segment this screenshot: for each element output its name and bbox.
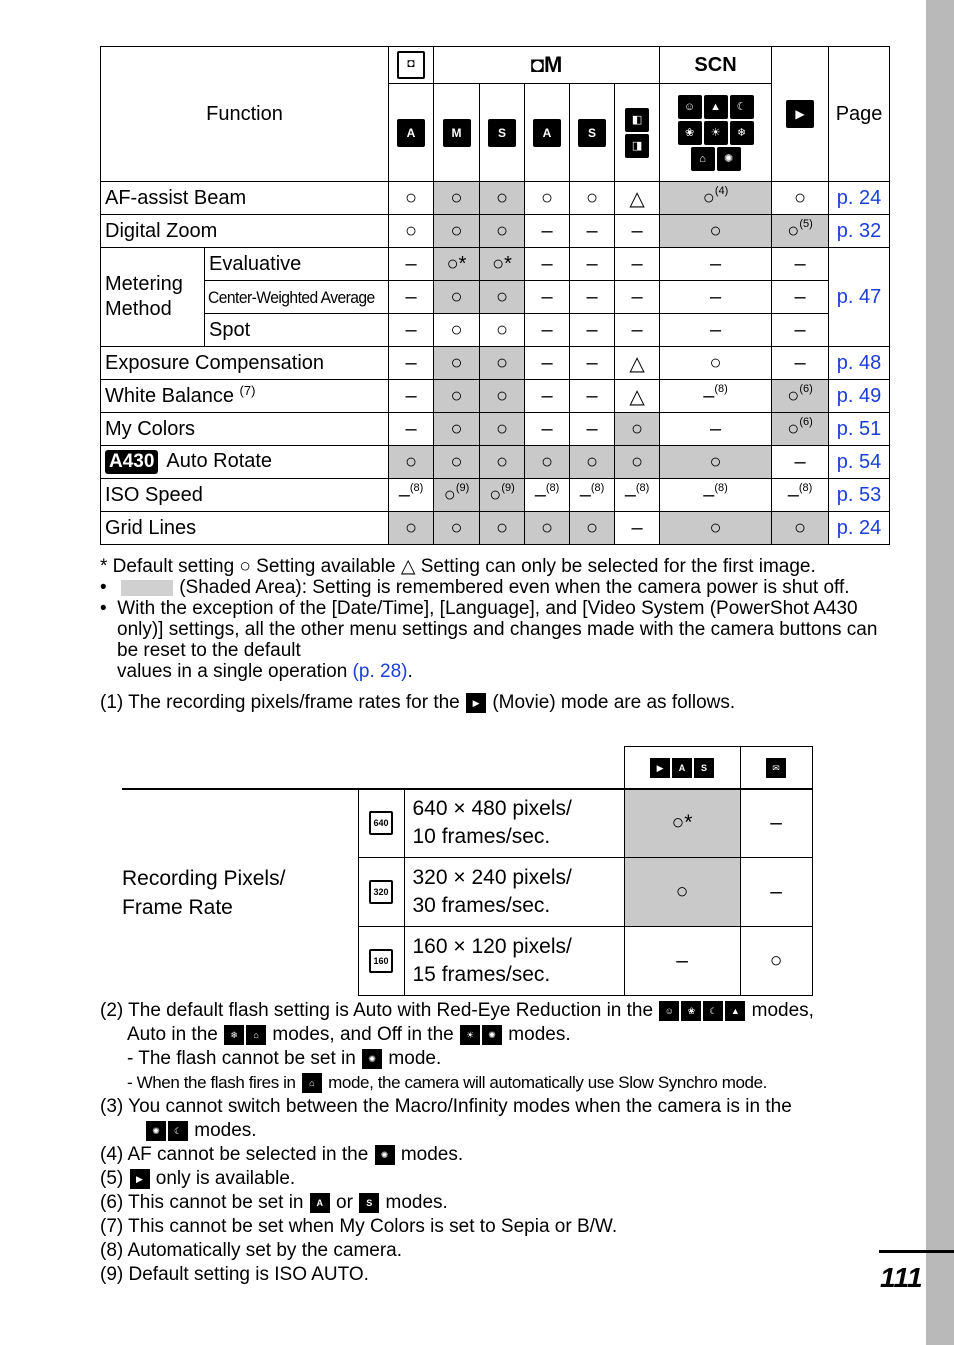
page-link[interactable]: p. 47 <box>829 248 890 347</box>
email-movie-icon: ✉ <box>766 758 786 778</box>
cell: ○ <box>570 512 615 545</box>
page-link[interactable]: p. 53 <box>829 479 890 512</box>
row-metering-center <box>101 281 890 314</box>
group-movie <box>772 47 829 182</box>
footnote-1 <box>100 692 880 713</box>
fn-text: - The flash cannot be set in <box>127 1048 356 1069</box>
beach-icon: ☀ <box>704 121 728 145</box>
cell: – <box>772 248 829 281</box>
row-label: Grid Lines <box>101 512 389 545</box>
cell: – <box>740 858 812 927</box>
page-link[interactable]: p. 51 <box>829 413 890 446</box>
color-swap-icon: S <box>578 119 606 147</box>
color-accent-icon: A <box>310 1193 330 1213</box>
fn-text: (5) <box>100 1168 124 1189</box>
cell: ○ <box>660 446 772 479</box>
indoor-icon: ⌂ <box>691 147 715 171</box>
cell: – <box>570 347 615 380</box>
row-label: Auto Rotate <box>166 450 273 472</box>
color-swap-icon: S <box>694 758 714 778</box>
footnote-ref: (4) <box>714 184 729 197</box>
stitch-left-icon: ◧ <box>625 108 649 132</box>
footnote-1-text-2: (Movie) mode are as follows. <box>492 692 736 713</box>
movie-icon: ▶ <box>466 693 486 713</box>
cell: ○ <box>480 215 525 248</box>
footnote-ref: (8) <box>590 481 605 494</box>
row-digital-zoom <box>101 215 890 248</box>
cell: – <box>772 446 829 479</box>
row-label: Digital Zoom <box>101 215 389 248</box>
cell: – <box>579 483 591 506</box>
cell: – <box>615 248 660 281</box>
row-label-2: Frame Rate <box>122 895 233 919</box>
cell: ○* <box>434 248 480 281</box>
snow-icon: ❄ <box>730 121 754 145</box>
cell: – <box>525 314 570 347</box>
cell: ○ <box>480 314 525 347</box>
table-notes <box>100 556 880 713</box>
cell: ○ <box>615 446 660 479</box>
indoor-icon: ⌂ <box>302 1073 322 1093</box>
cell: ○ <box>434 182 480 215</box>
shaded-note: • (Shaded Area): Setting is remembered even when the camera power is shut off. <box>100 577 850 598</box>
color-accent-icon: A <box>672 758 692 778</box>
frame-rate-text: 10 frames/sec. <box>412 825 551 849</box>
row-grid-lines <box>101 512 890 545</box>
cell: ○ <box>624 858 740 927</box>
cell: ○ <box>434 413 480 446</box>
landscape-icon: ▲ <box>725 1001 745 1021</box>
landscape-icon: ▲ <box>704 95 728 119</box>
fn-text: modes. <box>194 1120 257 1141</box>
cell: – <box>624 483 636 506</box>
cell: – <box>660 314 772 347</box>
cell: ○ <box>434 281 480 314</box>
row-my-colors <box>101 413 890 446</box>
footnote-ref: (8) <box>409 481 424 494</box>
shade-swatch <box>121 580 173 596</box>
cell: ○ <box>787 417 800 440</box>
resolution-text: 640 × 480 pixels/ <box>412 797 572 821</box>
cell: – <box>389 248 434 281</box>
foliage-icon: ❀ <box>678 121 702 145</box>
row-label: AF-assist Beam <box>101 182 389 215</box>
cell: – <box>525 215 570 248</box>
movie-row-640 <box>122 789 812 858</box>
row-label: White Balance <box>105 384 234 407</box>
cell: ○ <box>434 380 480 413</box>
night-scene-icon: ☾ <box>730 95 754 119</box>
group-auto <box>389 47 434 84</box>
size-640-icon: 640 <box>369 811 393 835</box>
cell: – <box>389 281 434 314</box>
cell: – <box>525 413 570 446</box>
cell: ○ <box>615 413 660 446</box>
cell: ○ <box>480 413 525 446</box>
footnote-ref: (8) <box>714 481 728 494</box>
shaded-note-text: (Shaded Area): Setting is remembered even when the camera power is shut off. <box>179 577 850 598</box>
page-edge-bar <box>926 0 954 1345</box>
reset-note: • With the exception of the [Date/Time], [Language], and [Video System (PowerShot A430 only)] settings, all the other menu settings and changes made with the camera buttons can be reset to the default values in a single operation (p. 28). <box>100 598 878 682</box>
beach-icon: ☀ <box>460 1025 480 1045</box>
cell: – <box>660 281 772 314</box>
row-label: Recording Pixels/ <box>122 866 286 890</box>
row-label: Exposure Compensation <box>101 347 389 380</box>
row-label: ISO Speed <box>101 479 389 512</box>
manual-mode-icon: M <box>443 119 471 147</box>
cell: ○ <box>443 483 456 506</box>
portrait-icon: ☺ <box>678 95 702 119</box>
row-auto-rotate <box>101 446 890 479</box>
cell: – <box>389 380 434 413</box>
fn-text: Auto in the <box>127 1024 218 1045</box>
footnote-4 <box>100 1143 880 1167</box>
fireworks-icon: ✺ <box>717 147 741 171</box>
fireworks-icon: ✺ <box>482 1025 502 1045</box>
row-metering-evaluative <box>101 248 890 281</box>
cell: ○ <box>489 483 502 506</box>
night-scene-icon: ☾ <box>703 1001 723 1021</box>
cell: ○ <box>570 182 615 215</box>
cell: △ <box>615 380 660 413</box>
cell: ○ <box>702 186 715 209</box>
snow-icon: ❄ <box>224 1025 244 1045</box>
group-scn: SCN <box>660 47 772 84</box>
fn-text: modes. <box>385 1192 448 1213</box>
night-scene-icon: ☾ <box>168 1121 188 1141</box>
row-exposure <box>101 347 890 380</box>
portrait-icon: ☺ <box>659 1001 679 1021</box>
cell: ○* <box>624 789 740 858</box>
fn-text: (2) The default flash setting is Auto with Red-Eye Reduction in the <box>100 1000 654 1021</box>
cell: ○ <box>787 384 800 407</box>
cell: ○ <box>772 182 829 215</box>
fn-text: modes, and Off in the <box>272 1024 454 1045</box>
fn-text: mode. <box>388 1048 442 1069</box>
fn-text: or <box>336 1192 353 1213</box>
cell: – <box>624 927 740 996</box>
cell: ○ <box>389 182 434 215</box>
cell: ○ <box>570 446 615 479</box>
cell: – <box>772 281 829 314</box>
resolution-text: 320 × 240 pixels/ <box>412 866 572 889</box>
cell: – <box>570 380 615 413</box>
cell: – <box>398 483 410 506</box>
fn-text: mode, the camera will automatically use Slow Synchro mode. <box>328 1073 767 1092</box>
cell: – <box>787 483 799 506</box>
size-160-icon: 160 <box>369 949 393 973</box>
cell: – <box>570 314 615 347</box>
fireworks-icon: ✺ <box>375 1145 395 1165</box>
page-link[interactable]: p. 24 <box>829 512 890 545</box>
page-link[interactable]: p. 49 <box>829 380 890 413</box>
footnote-ref: (8) <box>635 481 650 494</box>
footnote-ref: (6) <box>799 382 813 395</box>
stitch-right-icon: ◨ <box>625 134 649 158</box>
color-accent-icon: A <box>533 119 561 147</box>
size-320-icon: 320 <box>369 880 393 904</box>
cell: ○ <box>434 215 480 248</box>
cell: ○ <box>389 446 434 479</box>
group-manual-label: M <box>544 52 563 77</box>
fn-text: (4) AF cannot be selected in the <box>100 1144 369 1165</box>
camera-m-icon: ◘ <box>530 52 544 77</box>
header-page: Page <box>829 47 890 182</box>
cell: ○ <box>480 446 525 479</box>
cell: ○ <box>434 512 480 545</box>
footnote-ref: (9) <box>455 481 470 494</box>
cell: – <box>772 347 829 380</box>
legend-note: * Default setting ○ Setting available △ Setting can only be selected for the first image. <box>100 556 816 577</box>
cell: – <box>660 248 772 281</box>
movie-icon: ▶ <box>650 758 670 778</box>
cell: – <box>525 248 570 281</box>
row-white-balance <box>101 380 890 413</box>
movie-header-row <box>122 747 812 789</box>
page-number-rule <box>879 1250 954 1253</box>
cell: – <box>389 314 434 347</box>
cell: – <box>615 281 660 314</box>
cell: – <box>703 384 715 407</box>
row-iso-speed <box>101 479 890 512</box>
cell: – <box>525 347 570 380</box>
footnote-6 <box>100 1191 880 1215</box>
row-label: Spot <box>205 314 389 347</box>
movie-icon: ▶ <box>130 1169 150 1189</box>
cell: ○* <box>480 248 525 281</box>
auto-mode-icon: A <box>397 119 425 147</box>
cell: ○ <box>480 512 525 545</box>
footnote-2 <box>100 999 880 1095</box>
row-label: Center-Weighted Average <box>208 287 375 307</box>
cell: ○ <box>660 215 772 248</box>
indoor-icon: ⌂ <box>246 1025 266 1045</box>
cell: △ <box>615 182 660 215</box>
footnote-ref: (8) <box>798 481 813 494</box>
cell: ○ <box>480 182 525 215</box>
cell: – <box>570 215 615 248</box>
resolution-text: 160 × 120 pixels/ <box>412 935 572 958</box>
cell: – <box>525 380 570 413</box>
camera-icon: ◘ <box>397 51 425 79</box>
cell: ○ <box>772 512 829 545</box>
footnote-ref: (8) <box>714 382 728 395</box>
function-table <box>100 46 890 545</box>
a430-badge: A430 <box>105 450 158 474</box>
fn-text: modes. <box>400 1144 464 1165</box>
fn-text: modes. <box>508 1024 571 1045</box>
row-label: My Colors <box>101 413 389 446</box>
footnote-ref: (5) <box>799 217 813 230</box>
frame-rate-text: 30 frames/sec. <box>412 894 551 917</box>
group-manual <box>434 47 660 84</box>
cell: ○ <box>480 281 525 314</box>
fn-text: (6) This cannot be set in <box>100 1192 304 1213</box>
cell: ○ <box>525 446 570 479</box>
movie-icon: ▶ <box>786 100 814 128</box>
footnote-5 <box>100 1167 880 1191</box>
cell: – <box>772 314 829 347</box>
cell: – <box>660 413 772 446</box>
footnote-ref: (8) <box>545 481 560 494</box>
cell: ○ <box>389 215 434 248</box>
cell: ○ <box>740 927 812 996</box>
footnote-8: (8) Automatically set by the camera. <box>100 1240 403 1261</box>
cell: – <box>615 215 660 248</box>
cell: ○ <box>660 347 772 380</box>
fireworks-icon: ✺ <box>146 1121 166 1141</box>
cell: – <box>389 413 434 446</box>
row-group-label: Metering Method <box>101 248 205 347</box>
special-mode-icon: S <box>488 119 516 147</box>
page-link[interactable]: p. 54 <box>829 446 890 479</box>
row-label: Evaluative <box>205 248 389 281</box>
cell: ○ <box>434 347 480 380</box>
color-swap-icon: S <box>359 1193 379 1213</box>
frame-rate-text: 15 frames/sec. <box>412 963 551 986</box>
header-function: Function <box>101 47 389 182</box>
page-link[interactable]: p. 32 <box>829 215 890 248</box>
foliage-icon: ❀ <box>681 1001 701 1021</box>
reset-page-link[interactable]: (p. 28) <box>352 661 408 682</box>
cell: ○ <box>525 182 570 215</box>
cell: – <box>615 314 660 347</box>
cell: ○ <box>660 512 772 545</box>
footnote-1-text: (1) The recording pixels/frame rates for the <box>100 692 460 713</box>
reset-note-text: With the exception of the [Date/Time], [Language], and [Video System (PowerShot A430 only)] settings, all the other menu settings and changes made with the camera buttons can be reset to the default <box>117 598 878 661</box>
row-af-assist <box>101 182 890 215</box>
cell: △ <box>615 347 660 380</box>
cell: – <box>389 347 434 380</box>
cell: – <box>703 483 715 506</box>
header-row-groups <box>101 47 890 84</box>
cell: ○ <box>787 219 800 242</box>
fn-text: modes, <box>751 1000 814 1021</box>
fireworks-icon: ✺ <box>362 1049 382 1069</box>
cell: – <box>570 281 615 314</box>
page-number: 111 <box>880 1262 923 1293</box>
footnote-ref: (9) <box>501 481 515 494</box>
cell: – <box>534 483 546 506</box>
cell: – <box>525 281 570 314</box>
footnote-ref: (6) <box>799 415 813 428</box>
footnote-ref: (7) <box>239 382 256 398</box>
cell: ○ <box>480 347 525 380</box>
movie-table <box>122 746 813 996</box>
footnote-9: (9) Default setting is ISO AUTO. <box>100 1264 369 1285</box>
reset-note-text-2: values in a single operation <box>117 661 348 682</box>
page-link[interactable]: p. 48 <box>829 347 890 380</box>
cell: – <box>570 413 615 446</box>
cell: ○ <box>434 446 480 479</box>
cell: ○ <box>480 380 525 413</box>
fn-text: - When the flash fires in <box>127 1073 296 1092</box>
cell: ○ <box>434 314 480 347</box>
cell: – <box>570 248 615 281</box>
cell: ○ <box>525 512 570 545</box>
footnote-3 <box>100 1095 880 1143</box>
row-metering-spot <box>101 314 890 347</box>
footnote-7: (7) This cannot be set when My Colors is set to Sepia or B/W. <box>100 1216 618 1237</box>
cell: – <box>740 789 812 858</box>
page-link[interactable]: p. 24 <box>829 182 890 215</box>
fn-text: (3) You cannot switch between the Macro/Infinity modes when the camera is in the <box>100 1096 792 1117</box>
fn-text: only is available. <box>155 1168 296 1189</box>
cell: ○ <box>389 512 434 545</box>
cell: – <box>615 512 660 545</box>
